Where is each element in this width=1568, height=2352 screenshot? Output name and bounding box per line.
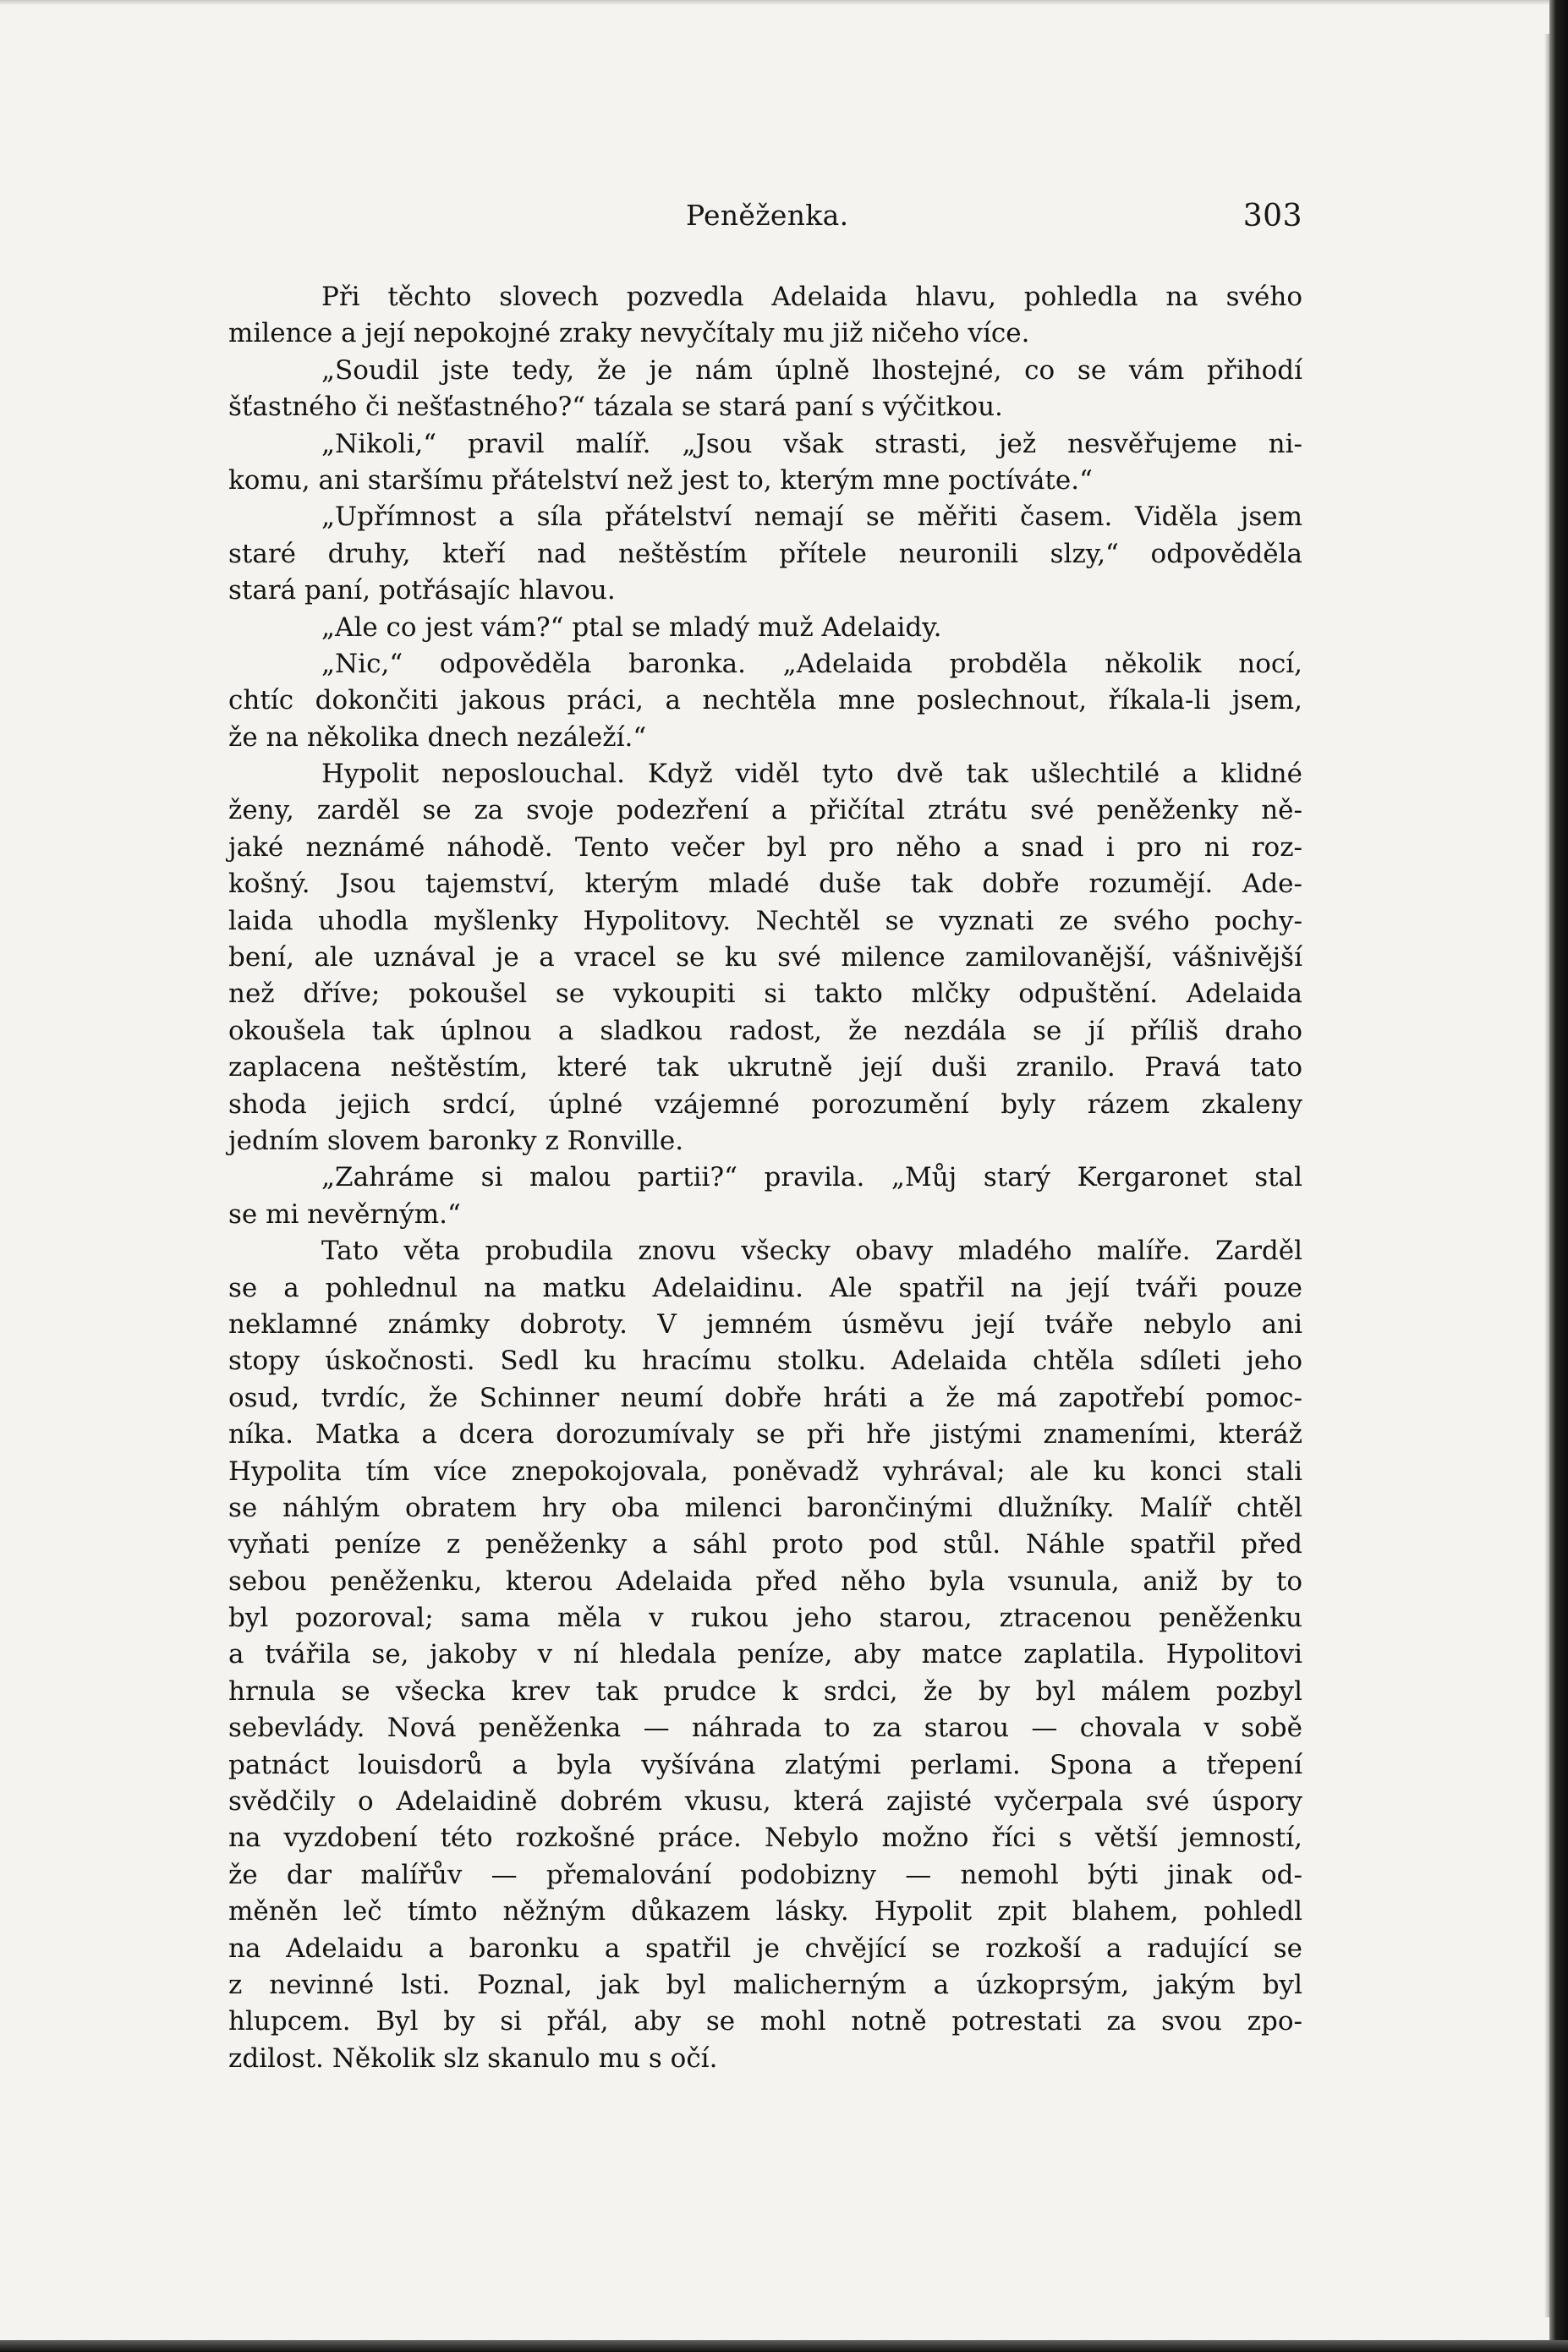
text-line: než dříve; pokoušel se vykoupiti si takto mlčky odpuštění. Adelaida	[228, 979, 1302, 1010]
text-line: hrnula se všecka krev tak prudce k srdci, že by byl málem pozbyl	[228, 1675, 1302, 1707]
text-line: níka. Matka a dcera dorozumívaly se při hře jistými znameními, kteráž	[228, 1419, 1302, 1450]
text-line: hlupcem. Byl by si přál, aby se mohl notně potrestati za svou zpo-	[228, 2006, 1302, 2037]
text-line: že dar malířův — přemalování podobizny — nemohl býti jinak od-	[228, 1859, 1302, 1890]
text-line: sebevlády. Nová peněženka — náhrada to za starou — chovala v sobě	[228, 1713, 1302, 1744]
text-line: šťastného či nešťastného?“ tázala se stará paní s výčitkou.	[228, 392, 1003, 423]
text-line: zaplacena neštěstím, které tak ukrutně její duši zranilo. Pravá tato	[228, 1052, 1302, 1083]
text-line: „Nikoli,“ pravil malíř. „Jsou však strasti, jež nesvěřujeme ni-	[321, 428, 1302, 459]
page-right-dark-edge	[1549, 0, 1568, 2352]
text-line: vyňati peníze z peněženky a sáhl proto pod stůl. Náhle spatřil před	[228, 1529, 1302, 1560]
text-line: laida uhodla myšlenky Hypolitovy. Nechtěl se vyznati ze svého pochy-	[228, 905, 1302, 936]
text-line: jaké neznámé náhodě. Tento večer byl pro něho a snad i pro ni roz-	[228, 831, 1302, 863]
page-header	[228, 199, 1302, 241]
text-line: z nevinné lsti. Poznal, jak byl malicherným a úzkoprsým, jakým byl	[228, 1969, 1302, 2000]
text-line: chtíc dokončiti jakous práci, a nechtěla mne poslechnout, říkala-li jsem,	[228, 685, 1302, 716]
text-line: sebou peněženku, kterou Adelaida před něho byla vsunula, aniž by to	[228, 1565, 1302, 1597]
text-line: „Soudil jste tedy, že je nám úplně lhostejné, co se vám přihodí	[321, 354, 1302, 386]
text-line: „Upřímnost a síla přátelství nemají se měřiti časem. Viděla jsem	[321, 502, 1302, 533]
text-line: shoda jejich srdcí, úplné vzájemné porozumění byly rázem zkaleny	[228, 1088, 1302, 1120]
page-top-shadow	[0, 0, 1568, 5]
text-line: měněn leč tímto něžným důkazem lásky. Hypolit zpit blahem, pohledl	[228, 1896, 1302, 1927]
body-text	[228, 279, 1302, 2077]
text-line: milence a její nepokojné zraky nevyčítaly mu již ničeho více.	[228, 318, 1030, 349]
page-number: 303	[1242, 199, 1302, 233]
text-line: „Nic,“ odpověděla baronka. „Adelaida probděla několik nocí,	[321, 648, 1302, 679]
text-line: staré druhy, kteří nad neštěstím přítele neuronili slzy,“ odpověděla	[228, 538, 1302, 569]
running-title: Peněženka.	[686, 199, 849, 232]
text-line: bení, ale uznával je a vracel se ku své milence zamilovanější, vášnivější	[228, 942, 1302, 973]
text-line: na vyzdobení této rozkošné práce. Nebylo možno říci s větší jemností,	[228, 1823, 1302, 1854]
text-line: zdilost. Několik slz skanulo mu s očí.	[228, 2042, 718, 2074]
text-line: Tato věta probudila znovu všecky obavy mladého malíře. Zarděl	[321, 1236, 1302, 1267]
text-line: Při těchto slovech pozvedla Adelaida hlavu, pohledla na svého	[321, 282, 1302, 312]
page-bottom-dark-edge	[0, 2340, 1568, 2352]
text-line: Hypolita tím více znepokojovala, poněvadž vyhrával; ale ku konci stali	[228, 1456, 1302, 1487]
text-line: se náhlým obratem hry oba milenci barončinými dlužníky. Malíř chtěl	[228, 1492, 1302, 1523]
text-line: a tvářila se, jakoby v ní hledala peníze, aby matce zaplatila. Hypolitovi	[228, 1639, 1302, 1670]
text-line: košný. Jsou tajemství, kterým mladé duše tak dobře rozumějí. Ade-	[228, 869, 1302, 900]
text-line: stopy úskočnosti. Sedl ku hracímu stolku. Adelaida chtěla sdíleti jeho	[228, 1346, 1302, 1377]
text-line: ženy, zarděl se za svoje podezření a přičítal ztrátu své peněženky ně-	[228, 795, 1302, 826]
text-line: se a pohlednul na matku Adelaidinu. Ale spatřil na její tváři pouze	[228, 1272, 1302, 1303]
text-line: na Adelaidu a baronku a spatřil je chvějící se rozkoší a radující se	[228, 1933, 1302, 1964]
text-line: osud, tvrdíc, že Schinner neumí dobře hráti a že má zapotřebí pomoc-	[228, 1382, 1302, 1413]
text-line: Hypolit neposlouchal. Když viděl tyto dvě tak ušlechtilé a klidné	[321, 759, 1302, 790]
text-line: „Zahráme si malou partii?“ pravila. „Můj starý Kergaronet stal	[321, 1162, 1302, 1193]
text-line: komu, ani staršímu přátelství než jest to, kterým mne poctíváte.“	[228, 464, 1093, 496]
text-line: svědčily o Adelaidině dobrém vkusu, která zajisté vyčerpala své úspory	[228, 1786, 1302, 1817]
text-line: že na několika dnech nezáleží.“	[228, 721, 647, 753]
text-line: stará paní, potřásajíc hlavou.	[228, 575, 616, 606]
text-line: „Ale co jest vám?“ ptal se mladý muž Adelaidy.	[321, 611, 942, 643]
text-line: patnáct louisdorů a byla vyšívána zlatými perlami. Spona a třepení	[228, 1749, 1302, 1780]
text-line: neklamné známky dobroty. V jemném úsměvu její tváře nebylo ani	[228, 1308, 1302, 1340]
text-line: okoušela tak úplnou a sladkou radost, že nezdála se jí příliš draho	[228, 1015, 1302, 1046]
text-line: byl pozoroval; sama měla v rukou jeho starou, ztracenou peněženku	[228, 1603, 1302, 1634]
text-line: jedním slovem baronky z Ronville.	[228, 1125, 684, 1156]
text-line: se mi nevěrným.“	[228, 1198, 461, 1230]
